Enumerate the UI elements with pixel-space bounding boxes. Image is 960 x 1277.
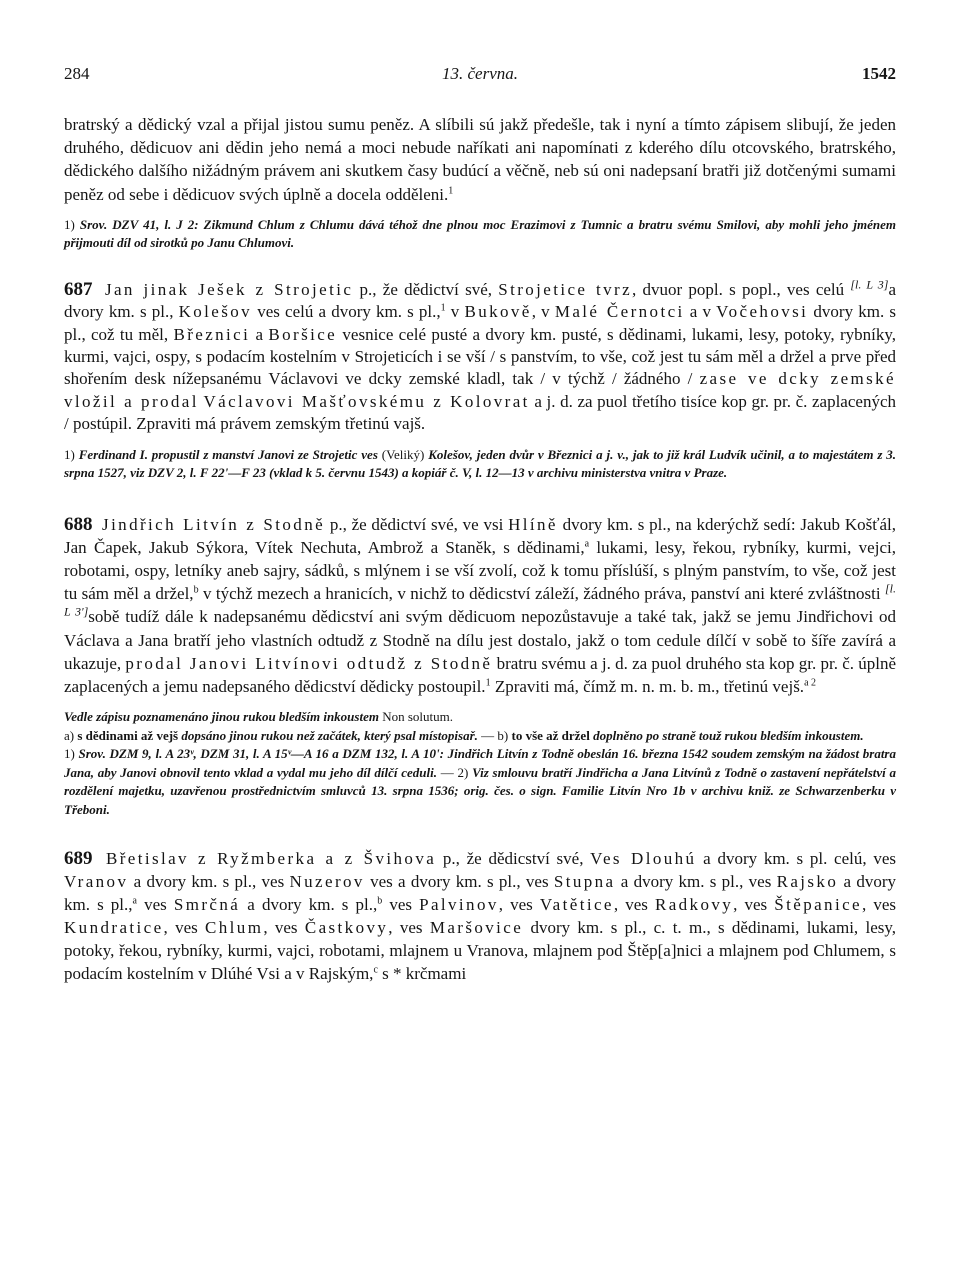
entry-text: Zpraviti má, čímž m. n. m. b. m., třetinú vejš. <box>490 677 805 697</box>
entry-text: , ves <box>613 895 655 915</box>
entry-text: a j. d. za puol třetího tisíce kop gr. pr. č. zaplacených / postúpil. Zpraviti má právem zemským třetinú vajš. <box>64 391 896 434</box>
page-number: 284 <box>64 64 90 83</box>
entry-688-note <box>64 708 896 727</box>
entry-text: a dvory km. s pl., <box>240 895 378 915</box>
entry-text: ves celú a dvory km. s pl., <box>252 302 441 322</box>
entry-text: a v <box>684 302 717 322</box>
entry-text: vesnice celé pusté a dvory km. pusté, s dědinami, lukami, lesy, potoky, rybníky, kurmi, vajci, ospy, s podacím kostelním v Strojeticích i se vší / s panstvím, to vše, což jest tu sám měl a držel a prve před shořením desk nížepsanému Václavovi ve dcky zemské kladl, tak / v týchž / žádného / <box>64 324 896 389</box>
note-ref: a <box>584 538 590 550</box>
note-ref: 1 <box>448 184 454 196</box>
note-text: Vedle zápisu poznamenáno jinou rukou bledším inkoustem <box>64 709 379 725</box>
entry-688 <box>64 513 896 699</box>
entry-text: , v <box>531 302 555 322</box>
entry-text: , ves <box>388 918 430 938</box>
place-name: Kundratice <box>64 918 164 938</box>
footnote-text: Srov. DZV 41, l. J 2: Zikmund Chlum z Chlumu dává téhož dne plnou moc Erazimovi z Tumnic a bratru svému Smilovi, aby mohli jeho jménem přijmouti díl od sirotků po Janu Chlumovi. <box>64 216 896 251</box>
intro-paragraph <box>64 113 896 206</box>
entry-text: v týchž mezech a hranicích, v nichž to dědicství záleží, žádného práva, panství ani které zvláštnosti <box>198 584 885 604</box>
entry-text: , ves <box>163 918 206 938</box>
person-name: Břetislav z Ryžmberka a z Švihova <box>105 849 437 869</box>
page-header <box>64 64 896 90</box>
entry-text: , dvuor popl. s popl., ves celú <box>632 279 851 299</box>
folio-marker: [l. L 3] <box>850 277 889 292</box>
entry-688-footnotes <box>64 745 896 819</box>
place-name: Rajsko <box>776 872 839 892</box>
entry-text: a <box>250 324 269 344</box>
place-name: Boršice <box>268 324 338 344</box>
footnote-text: s dědinami až vejš <box>77 727 179 743</box>
note-ref: 1 <box>440 302 446 314</box>
footnote-text: dopsáno jinou rukou než začátek, který psal místopisař. <box>181 727 478 743</box>
footnote-text: doplněno po straně touž rukou bledším inkoustem. <box>593 727 864 743</box>
person-name: Jindřich Litvín z Stodně <box>102 514 326 534</box>
place-name: Bukově <box>464 302 532 322</box>
entry-text: lukami, lesy, řekou, rybníky, kurmi, vejci, robotami, ospy, letníky aneb sajry, sádků, s mlýnem i se vší zvolí, což k tomu příslúší, s plným panstvím, to vše, což jest tu sám měl a držel, <box>64 537 896 604</box>
entry-number: 687 <box>64 278 93 300</box>
entry-text: ves a dvory km. s pl., ves <box>364 872 554 892</box>
footnote-text: to vše až držel <box>511 727 590 743</box>
folio-marker: [l. L 3'] <box>64 581 896 619</box>
place-name: Strojetice tvrz <box>498 279 633 299</box>
page-body <box>64 113 896 985</box>
place-name: Malé Černotci <box>554 302 685 322</box>
place-name: Vočehovsi <box>716 302 809 322</box>
footnote-text: Ferdinand I. propustil z manství Janovi ze Strojetic ves <box>78 446 378 462</box>
entry-text: , ves <box>733 895 775 915</box>
entry-text: bratru svému a j. d. za puol druhého sta kop gr. pr. č. úplně zaplacených a jemu nadepsaného dědicství dědicky postoupil. <box>64 653 897 697</box>
entry-number: 689 <box>64 848 93 870</box>
entry-text: a dvory km. s pl., ves <box>615 872 777 892</box>
footnote-marker: b) <box>497 727 509 743</box>
note-ref: a <box>132 895 137 907</box>
place-name: Radkovy <box>654 895 734 915</box>
footnote-text: Viz smlouvu bratří Jindřicha a Jana Litvínů z Todně o zastavení nepřátelství a rozdělení majetku, uzavřenou prostřednictvím smluvců 13. srpna 1536; orig. čes. o sign. Familie Litvín Nro 1b v archivu kniž. ze Schwarzenberku v Třeboni. <box>64 764 897 817</box>
running-year: 1542 <box>862 64 896 83</box>
entry-number: 688 <box>64 513 93 535</box>
entry-689 <box>64 847 896 985</box>
entry-text: , ves <box>498 895 540 915</box>
footnote-marker: 1) <box>64 446 75 462</box>
place-name: Kolešov <box>178 302 253 322</box>
footnote-separator: — <box>440 764 454 780</box>
footnote-text: (Veliký) <box>381 446 425 462</box>
person-name: Jan jinak Ješek z Strojetic <box>104 279 354 299</box>
place-name: Chlum <box>205 918 264 938</box>
entry-text: p., že dědictví své, ve vsi <box>325 514 509 534</box>
note-ref: c <box>373 964 378 976</box>
entry-text: p., že dědictví své, <box>353 279 499 299</box>
place-name: Smrčná <box>173 895 241 915</box>
place-name: Hlíně <box>508 514 558 534</box>
spaced-phrase: zase ve dcky zemské vložil a prodal <box>64 369 897 411</box>
person-name: Václavovi Mašťovskému z Kolovrat <box>203 391 530 411</box>
footnote-marker: 1) <box>64 216 75 232</box>
footnote-text: Srov. DZM 9, l. A 23ᵛ, DZM 31, l. A 15ᵛ—A 16 a DZM 132, l. A 10': Jindřich Litvín z Todně obeslán 16. března 1542 soudem zemským na žádost bratra Jana, aby Janovi obnovil tento vklad a vydal mu jeho díl dílčí ceduli. <box>64 746 896 780</box>
entry-688-critical-notes <box>64 727 896 746</box>
entry-text: dvory km. s pl., na kderýchž sedí: Jakub Košťál, Jan Čapek, Jakub Sýkora, Vítek Nechuta, Ambrož a Staněk, s dědinami, <box>64 514 896 557</box>
place-name: Maršovice <box>429 918 524 938</box>
entry-text: ves <box>382 895 420 915</box>
intro-footnote <box>64 216 896 253</box>
place-name: Stupna <box>553 872 616 892</box>
intro-text: bratrský a dědický vzal a přijal jistou sumu peněz. A slíbili sú jakž předešle, tak i nyní a tímto zápisem slibují, že jeden druhého, dědicuov ani dědin jeho nemá a moci nebude naříkati ani napomínati z kderého dílu otcovského, bratrského, dědického dalšího nižádným právem ani skutkem časy budúcí a věčně, neb sú oni nadepsaní bratři již dotčenými sumami peněz od sebe i dědicuov svých úplně a docela odděleni. <box>64 115 896 204</box>
entry-text: dvory km. s pl., c. t. m., s dědinami, lukami, lesy, potoky, řekou, rybníky, kurmi, vajci, robotami, mlajnem u Vranova, mlajnem pod Štěp[a]nici a mlajnem pod Chlumem, s podacím kostelním v Dlúhé Vsi a v Rajským, <box>64 918 897 984</box>
entry-687-footnote <box>64 446 896 483</box>
entry-text: a dvory km. s pl., <box>64 279 897 322</box>
note-ref: a 2 <box>804 677 817 689</box>
running-date: 13. června. <box>441 64 518 83</box>
entry-text: a dvory km. s pl. celú, ves <box>696 849 896 869</box>
entry-text: a dvory km. s pl., ves <box>128 872 290 892</box>
person-name: prodal Janovi Litvínovi odtudž z Stodně <box>125 653 493 673</box>
note-ref: b <box>193 584 199 596</box>
entry-text: s * krčmami <box>377 964 467 984</box>
entry-text: , ves <box>861 895 896 915</box>
entry-text: , ves <box>263 918 305 938</box>
note-ref: 1 <box>485 677 491 689</box>
place-name: Vranov <box>64 872 129 892</box>
place-name: Nuzerov <box>289 872 365 892</box>
entry-text: v <box>445 302 465 322</box>
note-text: Non solutum. <box>382 709 454 725</box>
footnote-marker: 2) <box>457 764 469 780</box>
footnote-marker: a) <box>64 727 75 743</box>
entry-text: ves <box>136 895 174 915</box>
place-name: Březnici <box>173 324 251 344</box>
entry-text: sobě tudíž dále k nadepsanému dědicství ani svým dědicuom nepozůstavuje a také tak, jakž se jemu Jindřichovi od Václava a Jana bratří jeho vlastních odtudž z Stodně na dílu jest dostalo, jakž o tom cedule dílčí v sobě to šíře zavírá a ukazuje, <box>64 607 896 673</box>
place-name: Častkovy <box>304 918 389 938</box>
footnote-separator: — <box>481 727 495 743</box>
entry-text: a dvory km. s pl., <box>64 872 896 915</box>
place-name: Vatětice <box>539 895 614 915</box>
place-name: Štěpanice <box>774 895 862 915</box>
entry-text: p., že dědicství své, <box>436 849 591 869</box>
note-ref: b <box>377 895 383 907</box>
place-name: Palvinov <box>419 895 499 915</box>
footnote-text: Kolešov, jeden dvůr v Březnici a j. v., jak to již král Ludvík učinil, a to majestátem z 3. srpna 1527, viz DZV 2, l. F 22'—F 23 (vklad k 5. červnu 1543) a kopiář č. V, l. 12—13 v archivu ministerstva vnitra v Praze. <box>64 446 897 481</box>
footnote-marker: 1) <box>64 746 75 762</box>
entry-687 <box>64 279 896 436</box>
entry-text: dvory km. s pl., což tu měl, <box>64 302 896 344</box>
place-name: Ves Dlouhú <box>590 849 697 869</box>
